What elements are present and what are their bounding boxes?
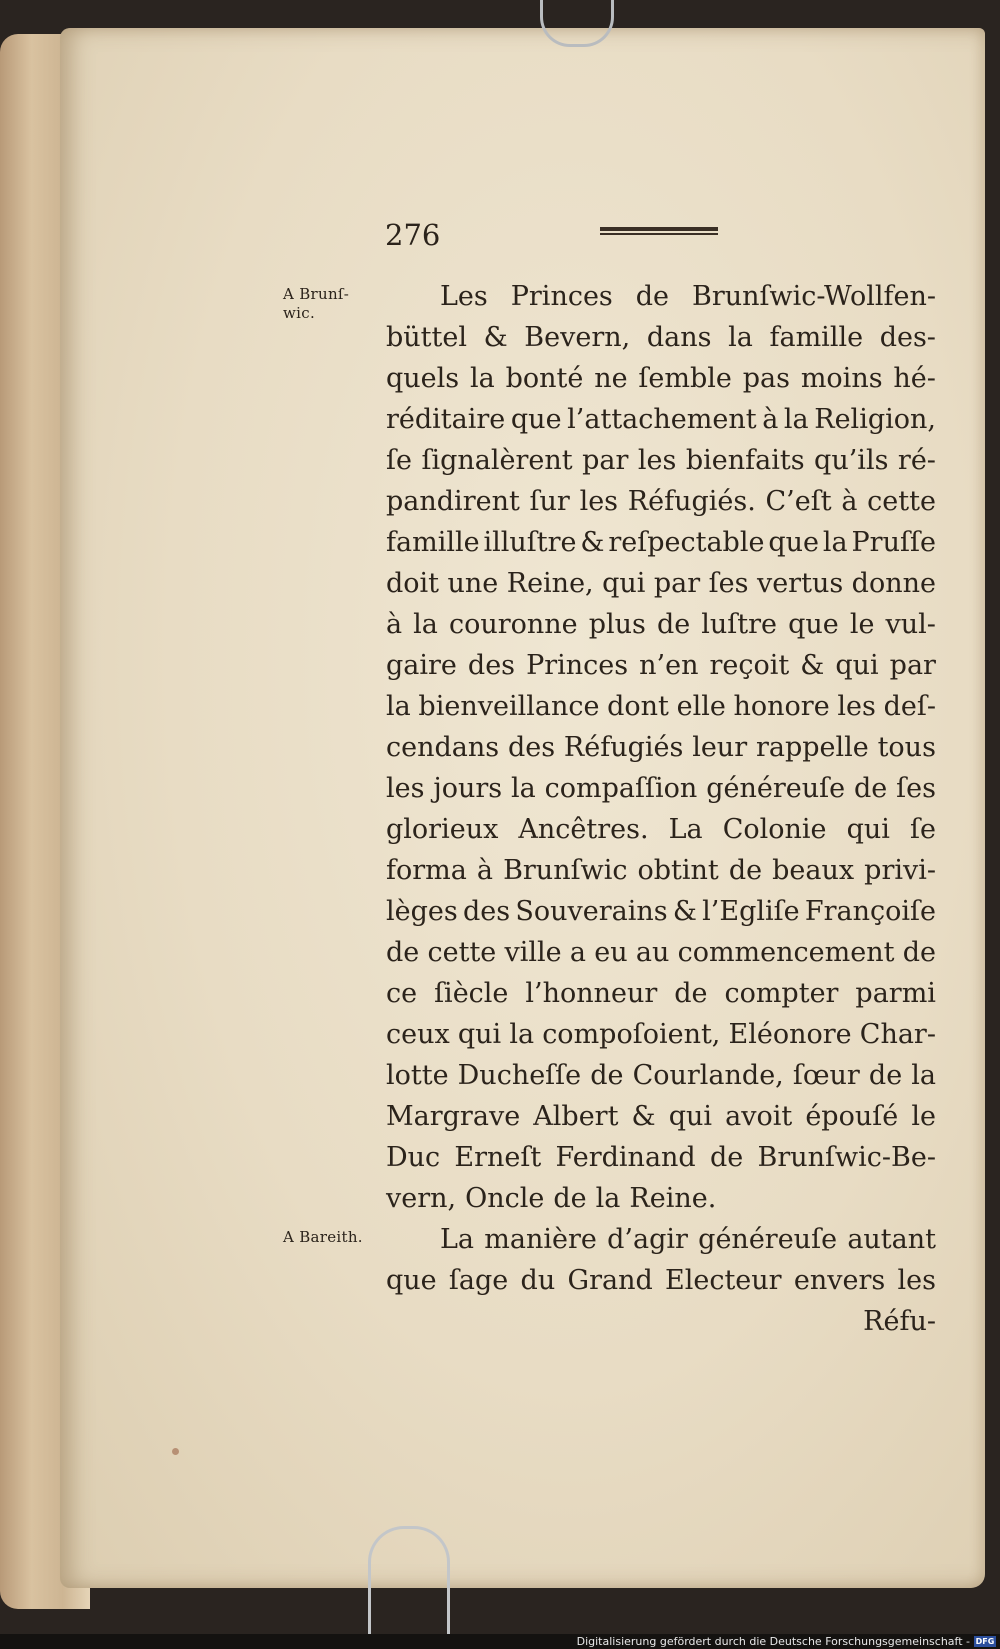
text-line: à la couronne plus de luſtre que le vul- (386, 609, 936, 640)
text-line: büttel & Bevern, dans la famille des- (386, 322, 936, 353)
text-line: les jours la compaſſion généreuſe de ſes (386, 773, 936, 804)
text-line: de cette ville a eu au commencement de (386, 937, 936, 968)
body-text (386, 276, 936, 1342)
dfg-logo: DFG (975, 1637, 995, 1646)
text-line: ſe ſignalèrent par les bienfaits qu’ils ré- (386, 445, 936, 476)
text-line: quels la bonté ne ſemble pas moins hé- (386, 363, 936, 394)
text-line: lotte Ducheſſe de Courlande, ſœur de la (386, 1060, 936, 1091)
page-stain (172, 1448, 179, 1455)
text-line: forma à Brunſwic obtint de beaux privi- (386, 855, 936, 886)
text-line: Réfu- (863, 1306, 936, 1337)
text-line: la bienveillance dont elle honore les deſ- (386, 691, 936, 722)
text-line: cendans des Réfugiés leur rappelle tous (386, 732, 936, 763)
text-line: que ſage du Grand Electeur envers les (386, 1265, 936, 1296)
text-line: lèges des Souverains & l’Egliſe Françoiſe (386, 896, 936, 927)
header-rule (600, 227, 718, 236)
top-clip-icon (540, 0, 614, 47)
bottom-clip-icon (368, 1526, 450, 1649)
text-line: ce ſiècle l’honneur de compter parmi (386, 978, 936, 1009)
page-number: 276 (385, 218, 441, 252)
text-line: pandirent ſur les Réfugiés. C’eſt à cette (386, 486, 936, 517)
text-line: Duc Erneſt Ferdinand de Brunſwic-Be- (386, 1142, 936, 1173)
text-line: Margrave Albert & qui avoit épouſé le (386, 1101, 936, 1132)
text-line: ceux qui la compoſoient, Eléonore Char- (386, 1019, 936, 1050)
text-line: glorieux Ancêtres. La Colonie qui ſe (386, 814, 936, 845)
text-line: gaire des Princes n’en reçoit & qui par (386, 650, 936, 681)
text-line: vern, Oncle de la Reine. (386, 1183, 717, 1214)
digitization-credit: Digitalisierung gefördert durch die Deutsche Forschungsgemeinschaft - (576, 1635, 970, 1648)
text-line: doit une Reine, qui par ſes vertus donne (386, 568, 936, 599)
text-line: réditaire que l’attachement à la Religion, (386, 404, 936, 435)
text-line: Les Princes de Brunſwic-Wollfen- (440, 281, 936, 312)
margin-note-bareith: A Bareith. (283, 1228, 363, 1246)
text-line: La manière d’agir généreuſe autant (440, 1224, 936, 1255)
text-line: famille illuſtre & reſpectable que la Pruſſe (386, 527, 936, 558)
margin-note-brunswic: A Brunſ- wic. (283, 285, 350, 322)
